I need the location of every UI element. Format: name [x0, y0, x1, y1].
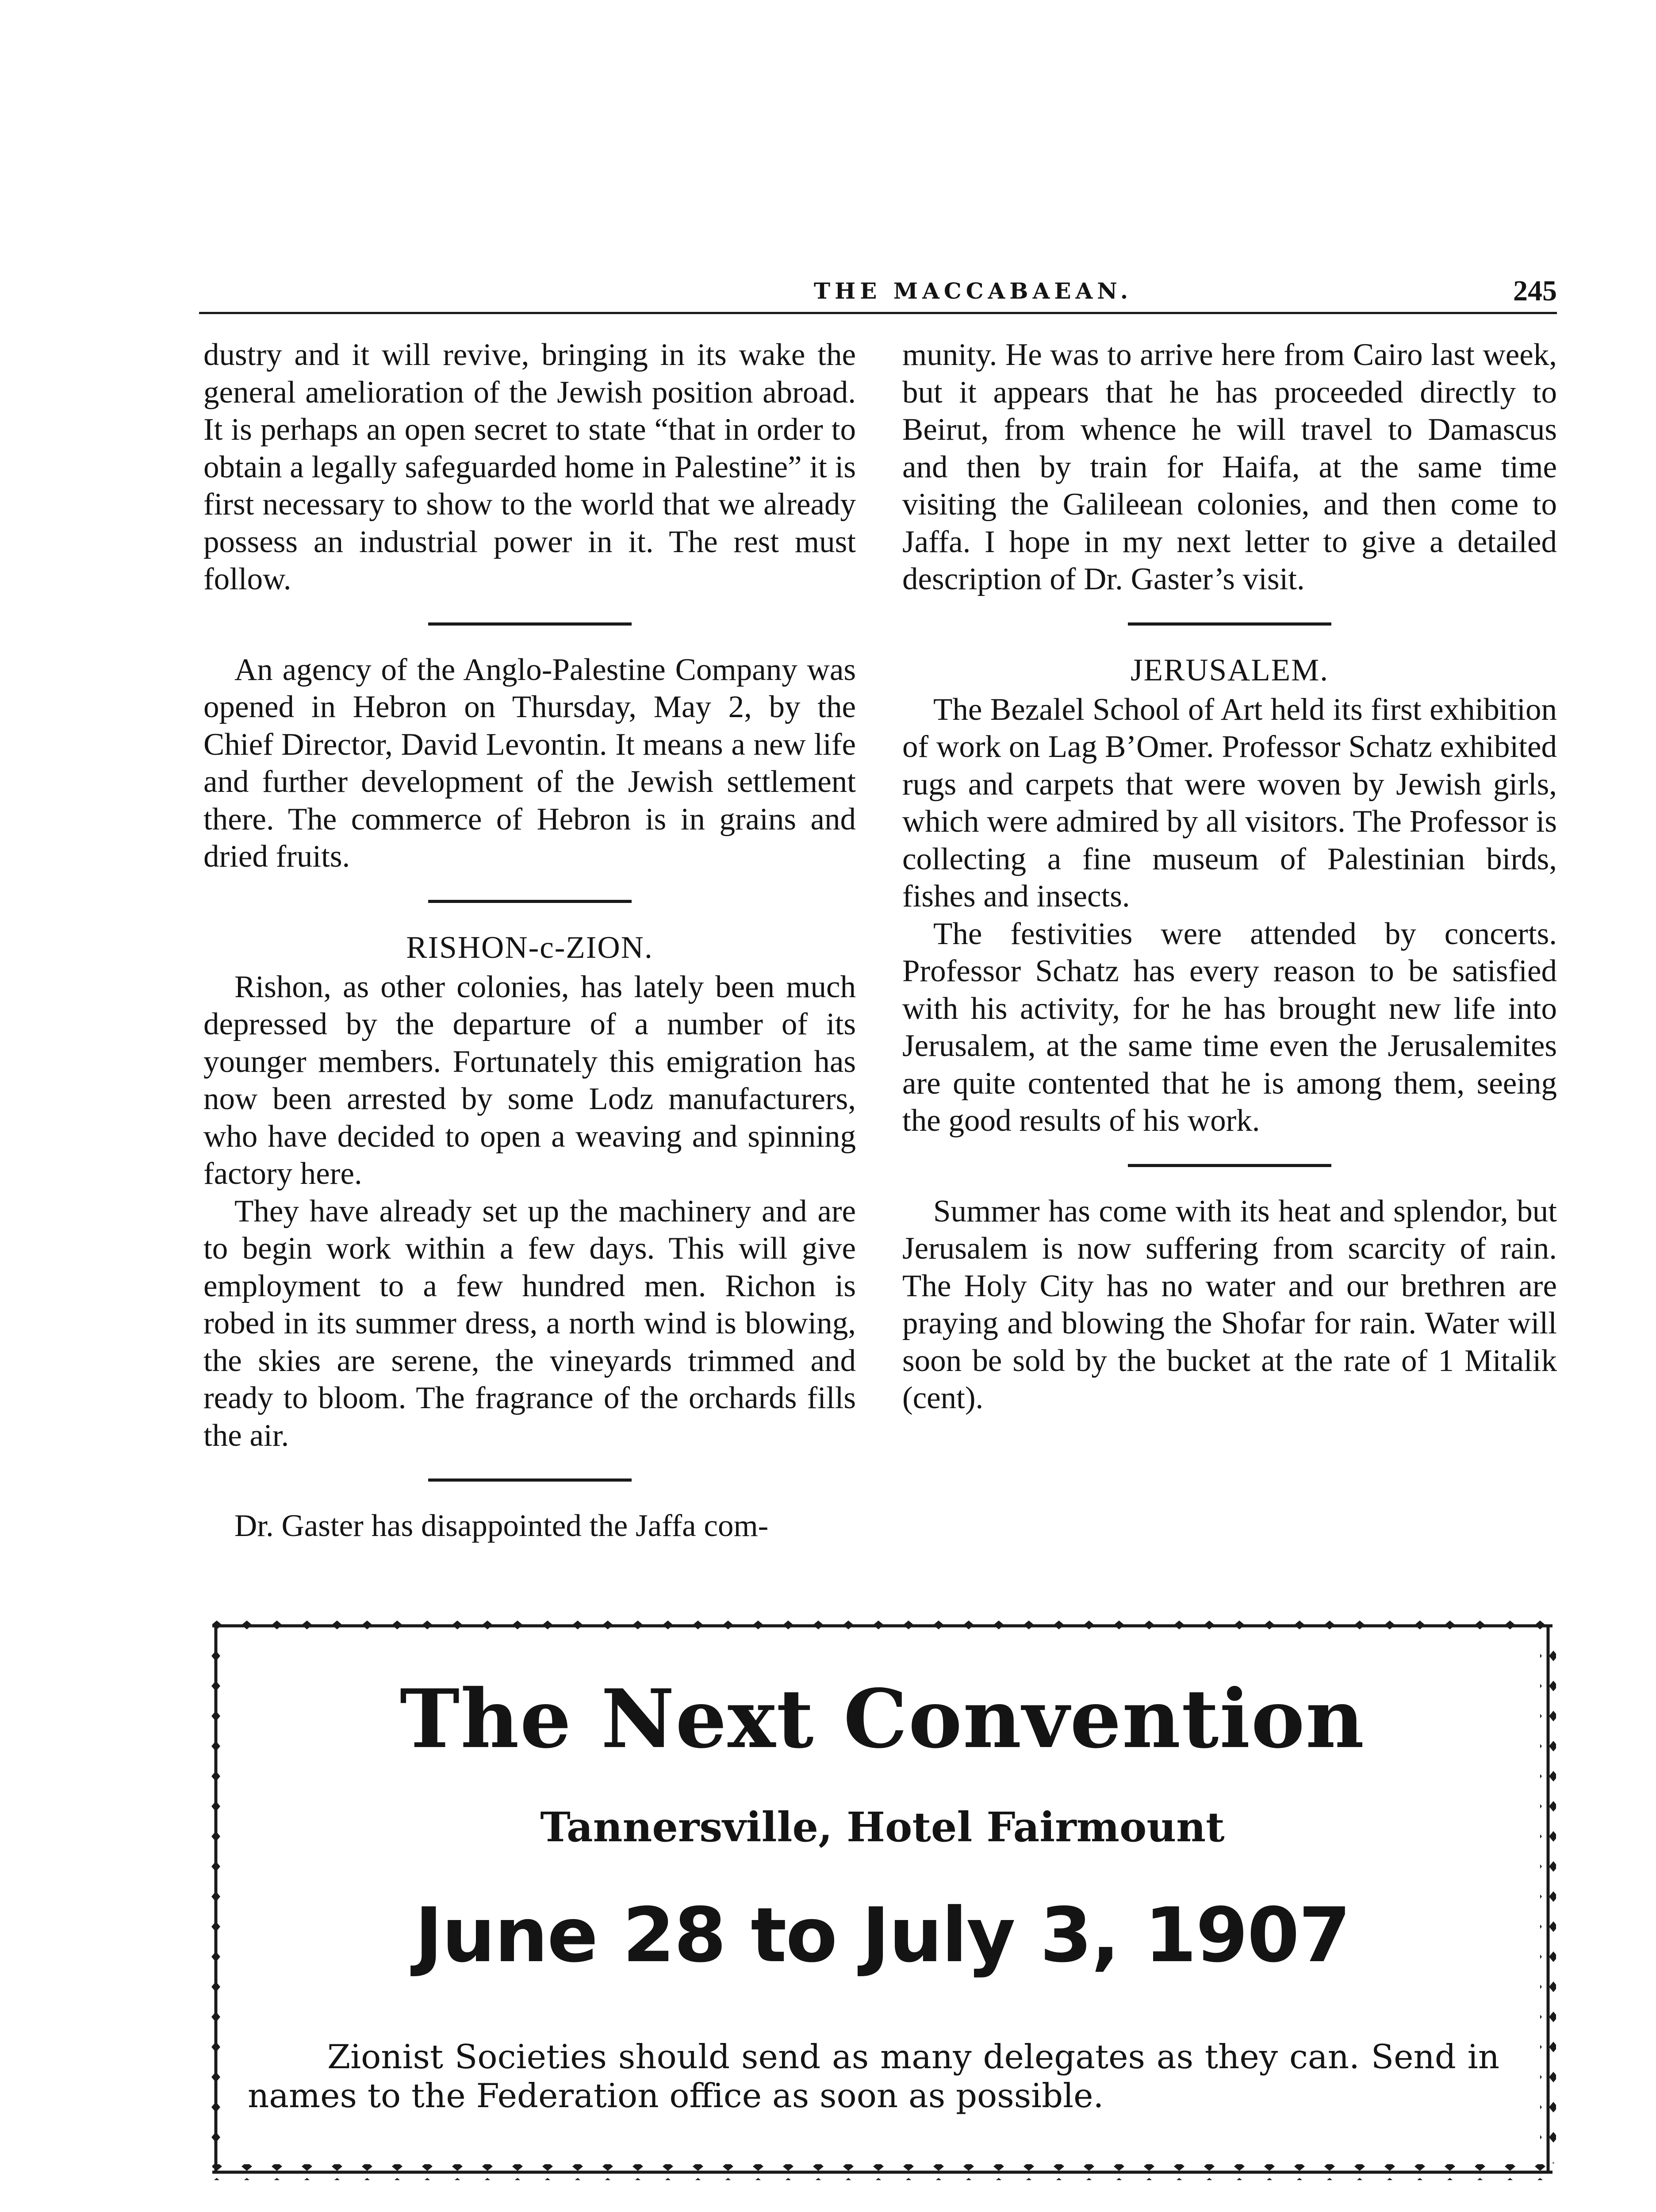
journal-title: THE MACCABAEAN. [813, 278, 1133, 304]
convention-announcement [208, 1617, 1557, 2181]
section-divider [1128, 1164, 1331, 1167]
right-column [902, 336, 1557, 1417]
paragraph-bezalel: The Bezalel School of Art held its first exhibition of work on Lag B’Omer. Professor Schatz exhibited rugs and carpets that were woven by Jewish girls, which were admired by all visitors. The Professor is collecting a fine museum of Palestinian birds, fishes and insects. [902, 692, 1557, 914]
section-divider [428, 900, 632, 903]
convention-headline: The Next Convention [399, 1671, 1365, 1766]
heading-rishon: RISHON-c-ZION. [406, 930, 653, 965]
convention-venue: Tannersville, Hotel Fairmount [540, 1803, 1225, 1851]
paragraph-summer: Summer has come with its heat and splendor, but Jerusalem is now suffering from scarcity of rain. The Holy City has no water and our brethren are praying and blowing the Shofar for rain. Water will soon be sold by the bucket at the rate of 1 Mitalik (cent). [902, 1194, 1557, 1415]
section-divider [428, 1479, 632, 1482]
left-column [203, 336, 856, 1545]
paragraph-gaster: Dr. Gaster has disappointed the Jaffa com- [234, 1509, 769, 1543]
paragraph-festivities: The festivities were attended by concerts. Professor Schatz has every reason to be satisfied with his activity, for he has brought new life into Jerusalem, at the same time even the Jerusalemites are quite contented that he is among them, seeing the good results of his work. [902, 916, 1557, 1138]
heading-jerusalem: JERUSALEM. [1130, 653, 1329, 687]
page-number: 245 [1513, 275, 1557, 307]
paragraph-gaster-visit: munity. He was to arrive here from Cairo last week, but it appears that he has proceeded directly to Beirut, from whence he will travel to Damascus and then by train for Haifa, at the same time visiting the Galileean colonies, and then come to Jaffa. I hope in my next letter to give a detailed description of Dr. Gaster’s visit. [902, 338, 1557, 596]
section-divider [428, 622, 632, 626]
section-divider [1128, 622, 1331, 626]
paragraph-industry: dustry and it will revive, bringing in its wake the general amelioration of the Jewish position abroad. It is perhaps an open secret to state “that in order to obtain a legally safeguarded home in Palestine” it is first necessary to show to the world that we already possess an industrial power in it. The rest must follow. [203, 338, 856, 596]
convention-dates: June 28 to July 3, 1907 [414, 1892, 1350, 1979]
paragraph-machinery: They have already set up the machinery and are to begin work within a few days. This will give employment to a few hundred men. Richon is robed in its summer dress, a north wind is blowing, the skies are serene, the vineyards trimmed and ready to bloom. The fragrance of the orchards fills the air. [203, 1194, 856, 1453]
paragraph-rishon: Rishon, as other colonies, has lately been much depressed by the departure of a number of its younger members. Fortunately this emigration has now been arrested by some Lodz manufacturers, who have decided to open a weaving and spinning factory here. [203, 969, 856, 1191]
running-head [199, 274, 1557, 314]
paragraph-hebron-agency: An agency of the Anglo-Palestine Company was opened in Hebron on Thursday, May 2, by the Chief Director, David Levontin. It means a new life and further development of the Jewish settlement there. The commerce of Hebron is in grains and dried fruits. [203, 652, 856, 874]
convention-note: Zionist Societies should send as many delegates as they can. Send in names to the Federation office as soon as possible. [248, 2037, 1499, 2115]
header-rule [199, 312, 1557, 314]
